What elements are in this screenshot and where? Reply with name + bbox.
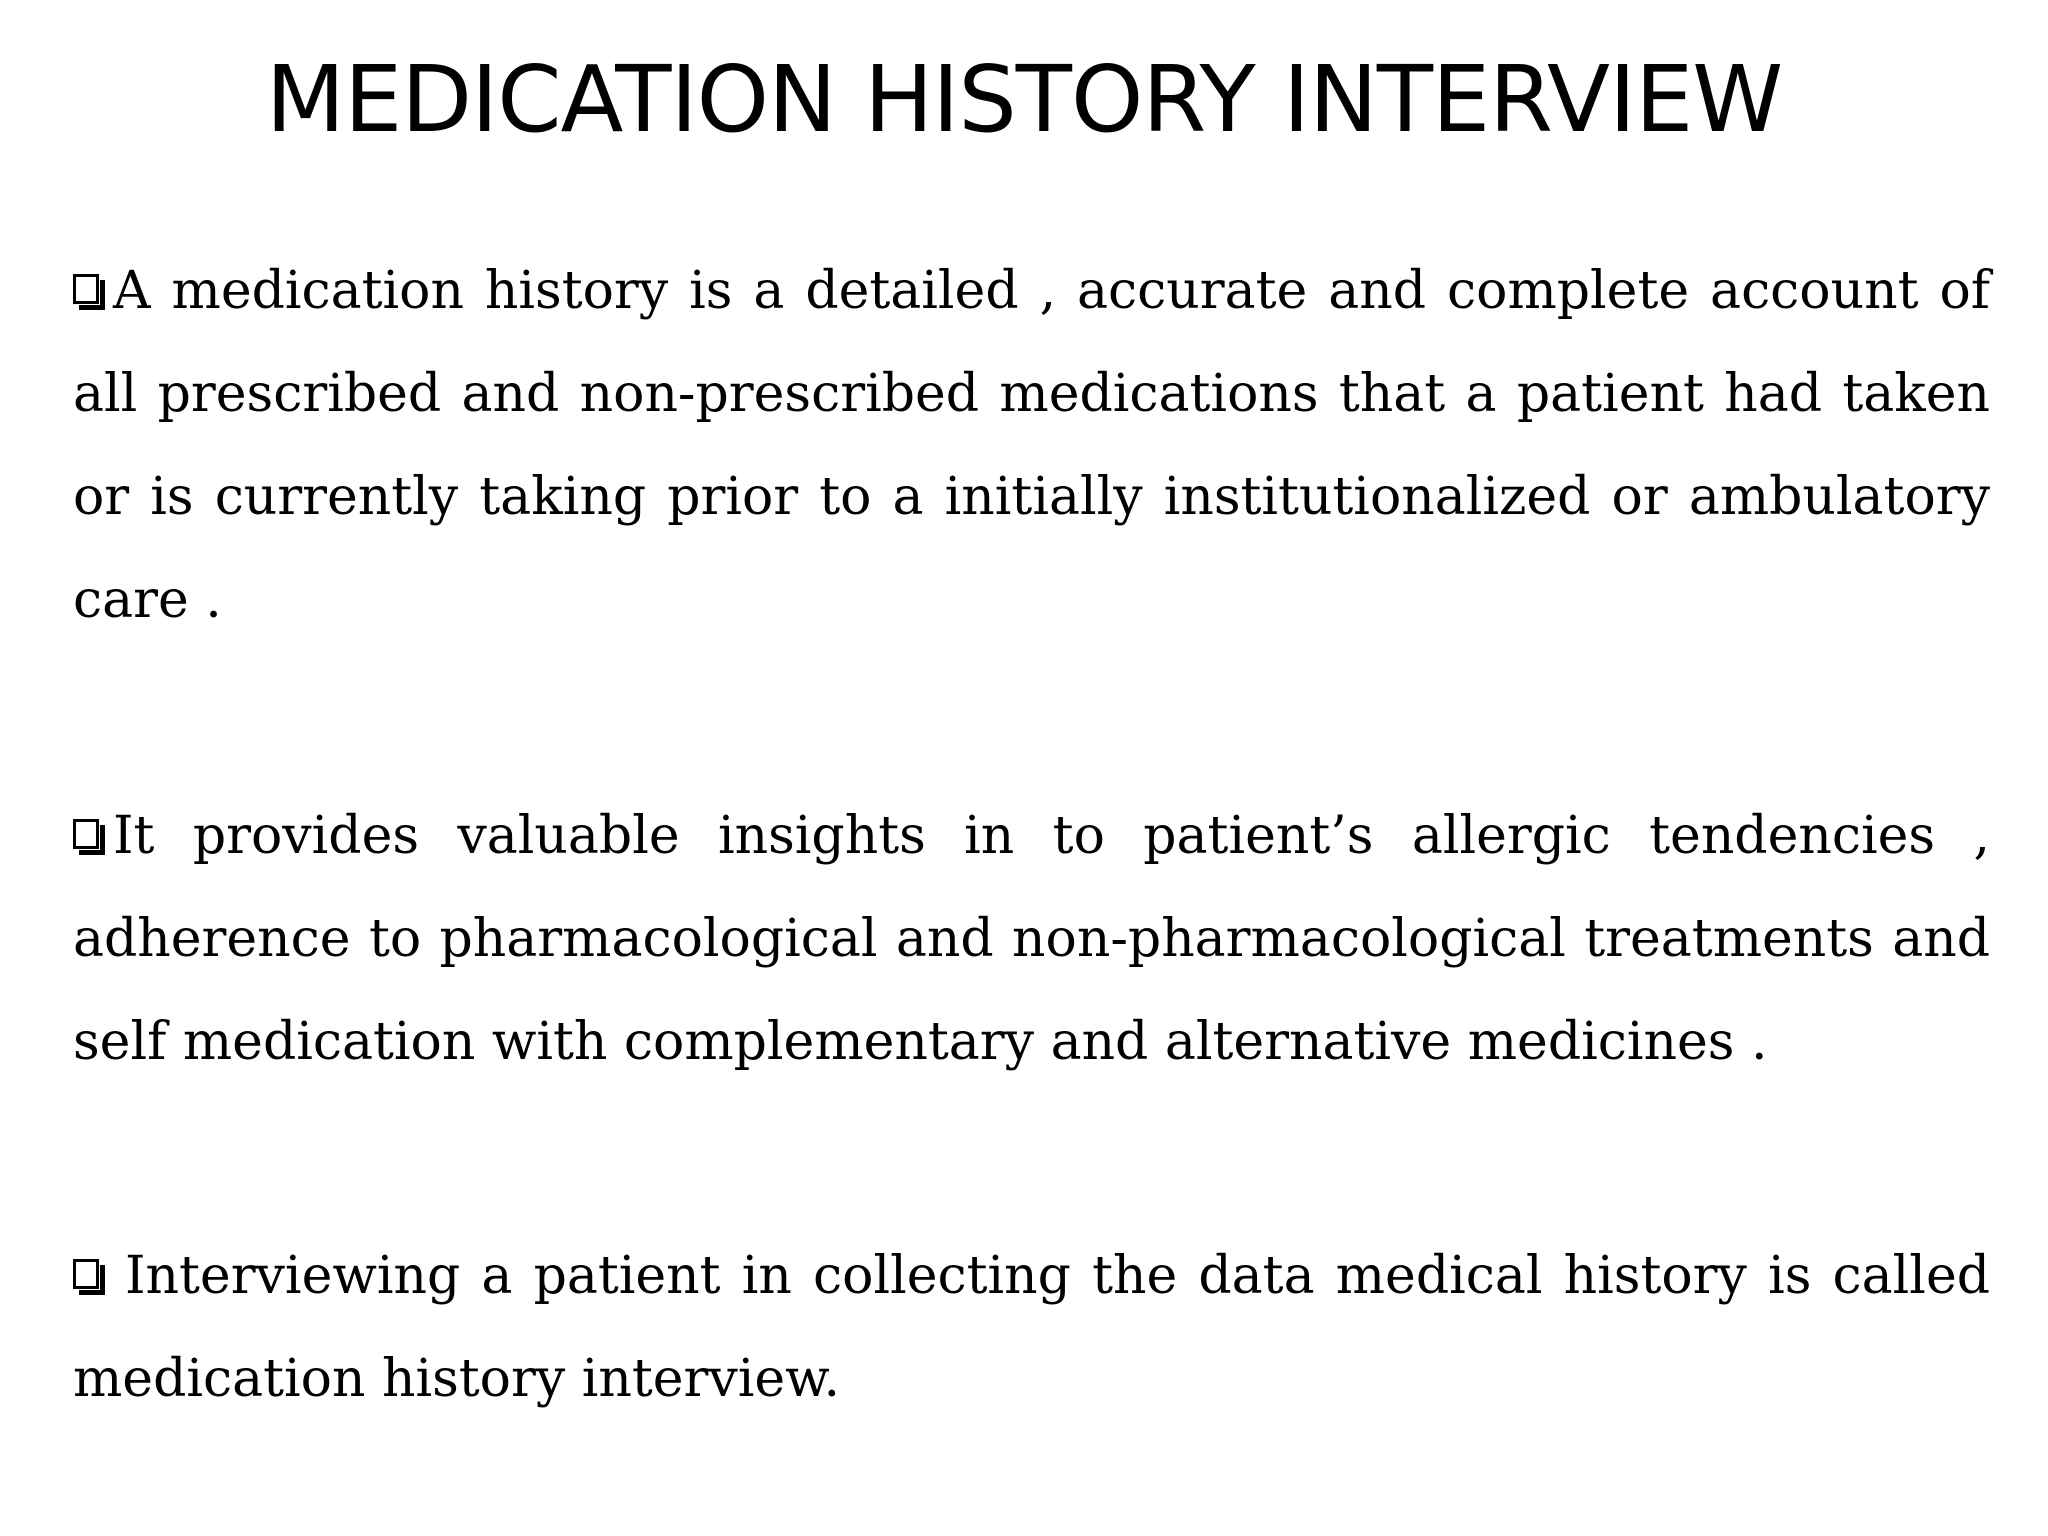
- bullet-item: [73, 785, 1990, 1094]
- bullet-text: It provides valuable insights in to patient’s allergic tendencies , adherence to pharmacological and non-pharmacological treatments and self medication with complementary and alternative medicines .: [73, 806, 1990, 1072]
- bullet-item: [73, 1225, 1990, 1431]
- checkbox-shadow-icon: [73, 819, 105, 855]
- slide-title: MEDICATION HISTORY INTERVIEW: [265, 46, 1783, 153]
- bullet-text: A medication history is a detailed , accurate and complete account of all prescribed and non-prescribed medications that a patient had taken or is currently taking prior to a initially institutionalized or ambulatory care .: [73, 261, 1990, 630]
- bullet-item: [73, 240, 1990, 652]
- checkbox-shadow-icon: [73, 274, 105, 310]
- checkbox-shadow-icon: [73, 1259, 105, 1295]
- bullet-text: Interviewing a patient in collecting the data medical history is called medication history interview.: [73, 1246, 1990, 1409]
